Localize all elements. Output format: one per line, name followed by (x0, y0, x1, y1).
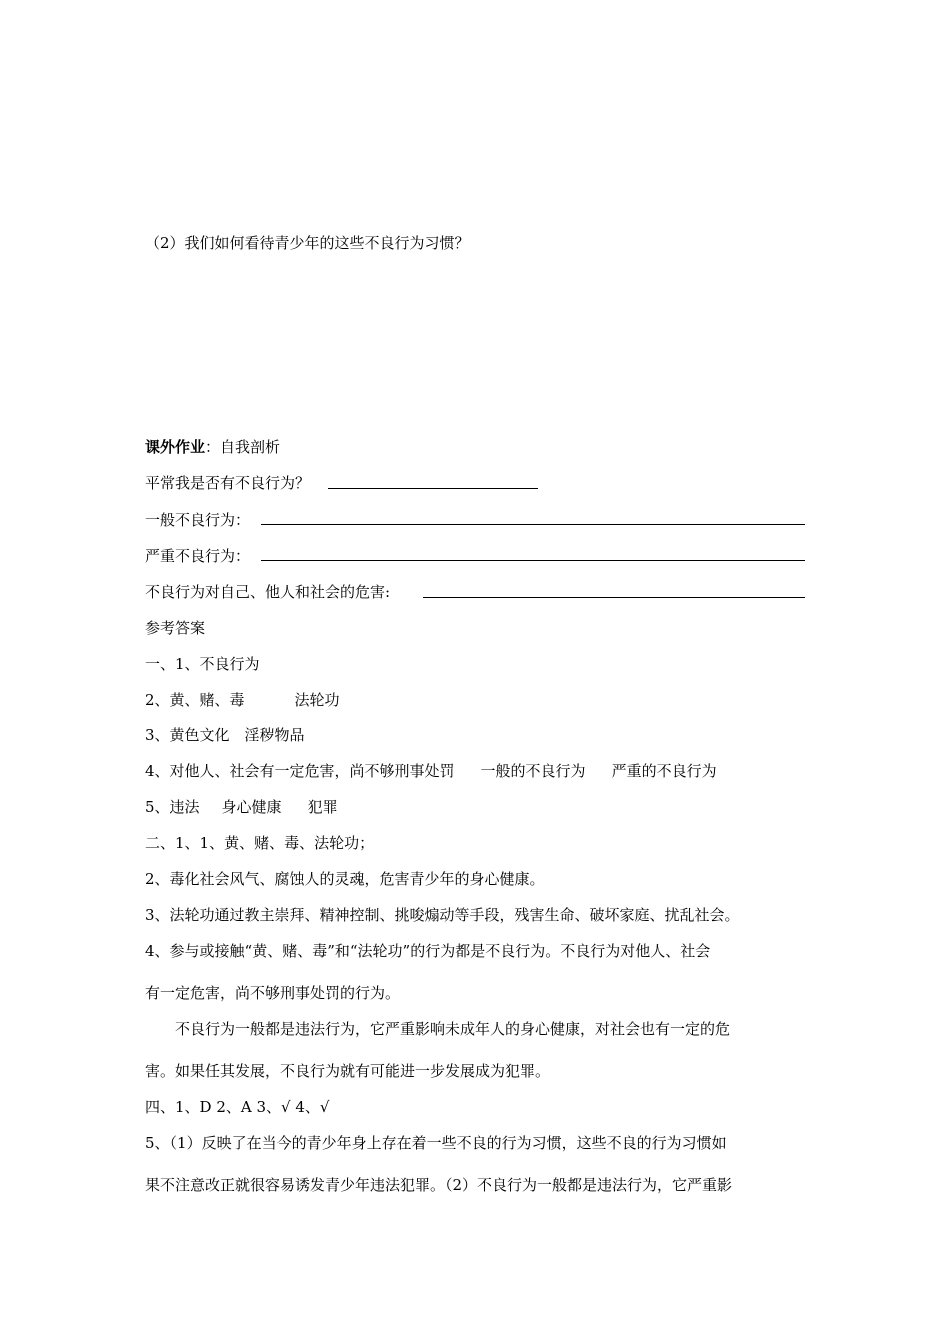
answer-line-8: 3、法轮功通过教主崇拜、精神控制、挑唆煽动等手段，残害生命、破坏家庭、扰乱社会。 (145, 906, 740, 924)
answer-line-13: 四、1、D 2、A 3、√ 4、√ (145, 1098, 330, 1116)
answer-blank-2[interactable] (261, 524, 805, 525)
homework-q1: 平常我是否有不良行为？ (145, 474, 311, 492)
answer-blank-3[interactable] (261, 560, 805, 561)
answer-line-4a: 4、对他人、社会有一定危害，尚不够刑事处罚 (145, 762, 455, 780)
answer-line-11: 不良行为一般都是违法行为，它严重影响未成年人的身心健康，对社会也有一定的危 (175, 1020, 731, 1038)
answer-line-1: 一、1、不良行为 (145, 655, 260, 673)
answer-line-5a: 5、违法 (145, 798, 200, 816)
homework-q2: 一般不良行为： (145, 511, 251, 529)
answer-blank-4[interactable] (423, 597, 805, 598)
homework-q3: 严重不良行为： (145, 547, 251, 565)
homework-title (145, 437, 280, 457)
answer-line-5 (145, 797, 338, 817)
answer-line-4b: 一般的不良行为 (480, 762, 586, 780)
answer-line-9: 4、参与或接触“黄、赌、毒”和“法轮功”的行为都是不良行为。不良行为对他人、社会 (145, 942, 711, 960)
answer-line-3b: 淫秽物品 (244, 726, 305, 744)
question-2: （2）我们如何看待青少年的这些不良行为习惯？ (145, 234, 470, 252)
homework-title-bold: 课外作业 (145, 438, 206, 456)
answer-line-2a: 2、黄、赌、毒 (145, 691, 245, 709)
answer-line-4c: 严重的不良行为 (611, 762, 717, 780)
answer-line-4 (145, 761, 717, 781)
answer-line-2b: 法轮功 (294, 691, 340, 709)
answer-line-2 (145, 690, 340, 710)
answer-blank-1[interactable] (328, 488, 538, 489)
answer-line-12: 害。如果任其发展，不良行为就有可能进一步发展成为犯罪。 (145, 1062, 551, 1080)
answer-line-5c: 犯罪 (307, 798, 338, 816)
answer-line-15: 果不注意改正就很容易诱发青少年违法犯罪。（2）不良行为一般都是违法行为，它严重影 (145, 1176, 733, 1194)
answer-line-7: 2、毒化社会风气、腐蚀人的灵魂，危害青少年的身心健康。 (145, 870, 545, 888)
answer-line-3 (145, 725, 305, 745)
answer-line-14: 5、（1）反映了在当今的青少年身上存在着一些不良的行为习惯，这些不良的行为习惯如 (145, 1134, 727, 1152)
answer-line-10: 有一定危害，尚不够刑事处罚的行为。 (145, 984, 401, 1002)
homework-q4: 不良行为对自己、他人和社会的危害: (145, 583, 391, 601)
answers-heading: 参考答案 (145, 619, 206, 637)
homework-title-rest: ：自我剖析 (205, 438, 281, 456)
answer-line-5b: 身心健康 (221, 798, 282, 816)
answer-line-3a: 3、黄色文化 (145, 726, 230, 744)
answer-line-6: 二、1、1、黄、赌、毒、法轮功； (145, 834, 375, 852)
